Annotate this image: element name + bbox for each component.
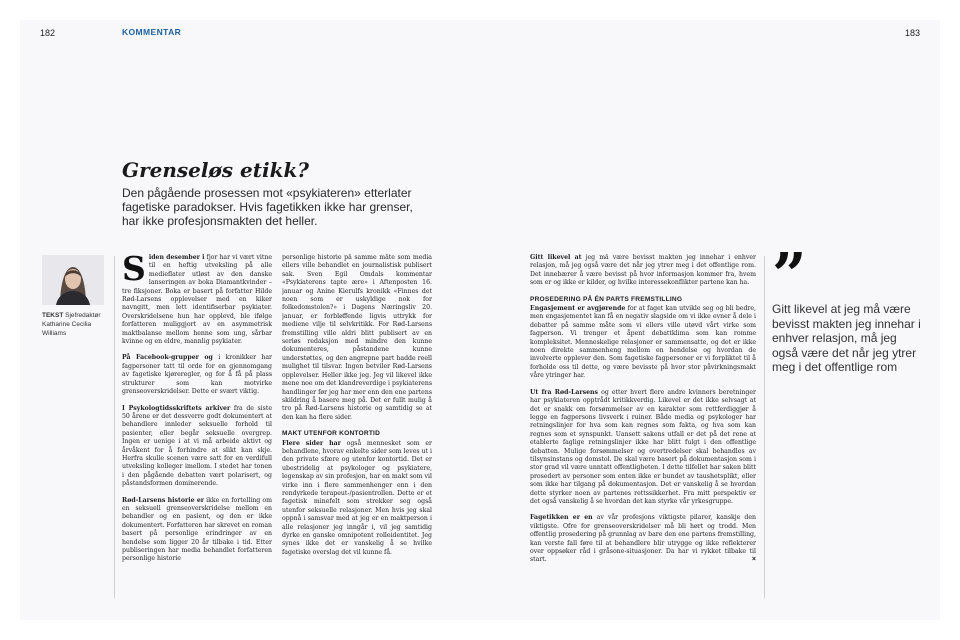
paragraph-text: og etter hvert flere andre kvinners beretninger har psykiateren opptrådt kritikkverdig. Likevel er det ikke selvsagt at det er snakk om forsømmelser av en karakter som rettferdiggjør å legge en fagpersons livsverk i ruiner. Både media og psykologer har retningslinjer for hva som kan regnes som fakta, og hva som kan regnes som et synspunkt. Uansett sakens utfall er det på det rene at etablerte faglige retningslinjer ikke har blitt fulgt i den offentlige debatten. Mulige forsømmelser og overtredelser skal behandles av tilsynsinstans og domstol. De skal være basert på dokumentasjon som i stor grad vil være unntatt offentligheten. I dette tilfellet har saken blitt prosedert av personer som enten ikke er bundet av taushetsplikt, eller som ikke har tilgang på dokumentasjon. Det er vanskelig å se hvordan dette styrker noen av partenes rettssikkerhet. Fra mitt perspektiv er det også vanskelig å se hvordan det kan styrke vår yrkesgruppe. — [530, 388, 756, 505]
paragraph — [122, 254, 272, 346]
paragraph-lede: Flere sider har — [282, 439, 341, 447]
paragraph — [530, 514, 756, 564]
paragraph-lede: Ut fra Rød-Larsens — [530, 388, 599, 396]
pull-quote: Gitt likevel at jeg må være bevisst makten jeg innehar i enhver relasjon, må jeg også være det når jeg ytrer meg i det offentlige rom — [772, 302, 921, 374]
paragraph — [122, 405, 272, 489]
article-column-2 — [282, 254, 432, 604]
magazine-spread — [20, 20, 940, 620]
end-mark-icon: × — [751, 556, 756, 564]
paragraph — [282, 440, 432, 558]
author-portrait — [42, 255, 104, 305]
paragraph-text: fra de siste 50 årene er det dessverre godt dokumentert at behandlere innleder seksuelle forhold til pasienter, eller begår seksuelle overgrep. Ingen er uenige i at vi må arbeide aktivt og årvåkent for å forhindre at slikt kan skje. Herfra skulle scenen være satt for en verdifull utveksling kolleger imellom. I stedet har tonen i den pågående debatten vært polarisert, og påstandsformen dominerende. — [122, 404, 272, 488]
paragraph-text: fjor har vi vært vitne til en heftig utveksling på alle medieflater utløst av den danske lanseringen av boka Diamantkvinder – tre fiksjoner. Boka er basert på forfatter Hilde Rød-Larsens opplevelser med en kiker navngitt, men lett identifiserbar psykiater. Overskridelsene hun har opplevd, ble ifølge forfatteren muliggjort av en asymmetrisk maktbalanse mellom henne som ung, sårbar kvinne og en eldre, mannlig psykiater. — [122, 254, 272, 346]
page-number-right: 183 — [904, 28, 920, 38]
paragraph-lede: Engasjement er avgjørende — [530, 305, 626, 313]
paragraph — [530, 254, 756, 288]
article-title: Grenseløs etikk? — [122, 158, 310, 182]
paragraph-lede: iden desember i — [148, 254, 205, 261]
section-label: KOMMENTAR — [122, 27, 182, 37]
paragraph — [530, 389, 756, 507]
subheading: PROSEDERING PÅ ÉN PARTS FREMSTILLING — [530, 295, 683, 303]
quote-mark-icon: ” — [772, 241, 807, 311]
paragraph-text: av vår profesjons viktigste pilarer, kanskje den viktigste. Ofre for grenseoverskridelser må bli hørt og trodd. Men offentlig prosedering på grunnlag av bare den ene partens fremstilling, kan verste fall føre til at behandlere blir utrygge og ikke reflekterer over oppsøker råd i gråsone-situasjoner. Da har vi rykket tilbake til start. — [530, 514, 756, 564]
subheading: MAKT UTENFOR KONTORTID — [282, 430, 381, 438]
article-column-3 — [530, 254, 756, 604]
article-column-1 — [122, 254, 272, 604]
column-rule-left — [114, 256, 115, 598]
byline-author: Katharine Cecilia Williams — [42, 321, 92, 337]
page-number-left: 182 — [40, 28, 56, 38]
drop-cap: S — [122, 254, 146, 288]
paragraph-lede: Fagetikken er en — [530, 514, 593, 522]
paragraph-text: personlige historie på samme måte som media ellers ville behandlet en journalistisk publisert sak. Sven Egil Omdals kommentar «Psykiaterens tapte ære» i Aftenposten 16. januar og Anine Kierulfs kronikk «Finnes det noen som er uskyldige nok for folkedomstolen?» i Dagens Næringsliv 20. januar, er forbløffende ligvis uttrykk for mediene vilje til selvkritikk. For Rød-Larsens fremstilling ville aldri blitt publisert av en seriøs redaksjon med mindre den kunne dokumenteres, påstandene kunne understøttes, og den angrepne part hadde reell mulighet til tilsvar. Ingen betviler Rød-Larsens opplevelser. Heller ikke jeg. Jeg vil likevel ikke mene noe om det klandreverdige i psykiaterens handlinger før jeg har mer enn den ene partens skildring å basere meg på. Det er fullt mulig å tro på Rød-Larsens historie og samtidig se at den kan ha flere sider. — [282, 254, 432, 421]
paragraph-lede: Rød-Larsens historie er — [122, 496, 205, 504]
article-lead: Den pågående prosessen mot «psykiateren» etterlater fagetiske paradokser. Hvis fagetikken ikke har grenser, har ikke profesjonsmakten det heller. — [122, 186, 413, 228]
paragraph-lede: På Facebook-grupper og — [122, 354, 213, 362]
paragraph — [282, 254, 432, 422]
byline — [42, 311, 108, 338]
paragraph-text: jeg må være bevisst makten jeg innehar i enhver relasjon, må jeg også være det når jeg ytrer meg i det offentlige rom. Det innebærer å være bevisst på hvor informasjon kommer fra, hvem som er og ikke er kilder, og hvilke interessekonflikter partene kan ha. — [530, 254, 756, 287]
byline-role: Sjefredaktør — [65, 312, 101, 319]
paragraph-lede: I Psykologtidsskriftets arkiver — [122, 404, 231, 412]
author-portrait-image — [42, 255, 104, 305]
column-rule-right — [764, 256, 765, 598]
paragraph-text: også mennesket som er behandlene, hvorav enkelte sider som leves ut i den private sfære og utenfor kontortid. Det er ubestridelig at psykologer og psykiatere, legenskap av sin profesjon, har en makt som vil virke inn i flere sammenhenger enn i den rendyrkede terapeut-/pasientrollen. Dette er et fagetisk minefelt som strekker seg også utenfor seksuelle relasjoner. Men hvis jeg skal oppnå i samsvar med at jeg er en maktperson i alle relasjoner jeg inngår i, vil jeg samtidig dyrke en ganske omnipotent rolleidentitet. Jeg synes ikke det er vanskelig å se hvilke fagetiske overslag det vil kunne få. — [282, 439, 432, 556]
paragraph-text: for at faget kan utvikle seg og bli bedre, men engasjementet kan få en negativ slagside om vi ikke evner å dele i debatter på samme måte som vi ellers ville utøvd vårt virke som fagperson. Vi trenger et åpent debattklima som kan romme kompleksitet. Menneskelige relasjoner er sammensatte, og det er ikke noen direkte sammenheng mellom en hendelse og hvordan de involverte opplever den. Som fagetiske fagpersoner er vi forpliktet til å forholde oss til dette, og være bevisste på hvor stor påvirkningsmakt våre ytringer har. — [530, 305, 756, 380]
paragraph — [530, 305, 756, 381]
paragraph — [122, 497, 272, 564]
byline-label: TEKST — [42, 312, 64, 319]
paragraph-lede: Gitt likevel at — [530, 254, 582, 261]
paragraph — [122, 354, 272, 396]
paragraph-text: i kronikker har fagpersoner tatt til orde for en gjennomgang av fagetiske kjøreregler, og for å få på plass strukturer som kan motvirke grenseoverskridelser. Dette er svært viktig. — [122, 354, 272, 396]
paragraph-text: ikke en fortelling om en seksuell grenseoverskridelse mellom en behandler og en pasient, og den er ikke dokumentert. Forfatteren har skrevet en roman basert på personlige erindringer av en hendelse som ligger 20 år tilbake i tid. Etter publiseringen har media behandlet forfatteren personlige historie — [122, 496, 272, 563]
